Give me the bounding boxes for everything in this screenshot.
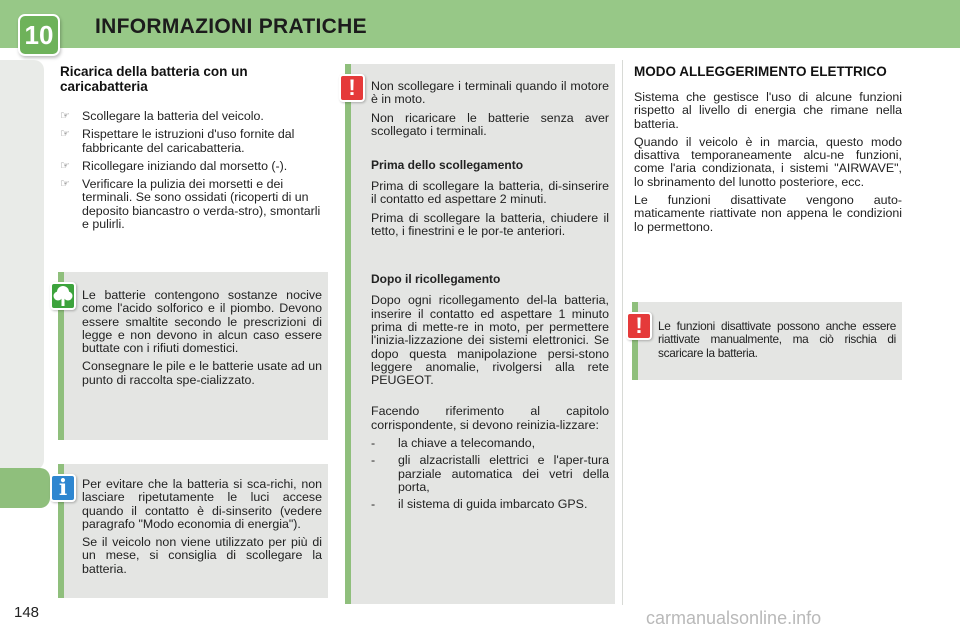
manual-reactivation-warning [632,302,902,380]
warning-text: Prima di scollegare la batteria, chiudere il tetto, i finestrini e le por-te anteriori. [371,210,609,239]
body-paragraph: Le funzioni disattivate vengono auto-maticamente riattivate non appena le condizioni lo permettono. [634,193,902,234]
list-item: - gli alzacristalli elettrici e l'aper-tura parziale automatica dei vetri della porta, [371,453,609,494]
note-paragraph: Se il veicolo non viene utilizzato per più di un mese, si consiglia di scollegare la batteria. [82,535,322,576]
body-paragraph: Quando il veicolo è in marcia, questo modo disattiva temporaneamente alcu-ne funzioni, come l'aria condizionata, i sistemi "AIRWAVE", lo sbrinamento del lunotto posteriore, ecc. [634,134,902,189]
list-item: ☞ Scollegare la batteria del veicolo. [60,109,264,123]
page-number: 148 [14,604,40,621]
list-item: - la chiave a telecomando, [371,436,536,451]
section-heading: Ricarica della batteria con un caricabatteria [60,64,248,94]
list-item: ☞ Rispettare le istruzioni d'uso fornite dal fabbricante del caricabatteria. [60,127,295,155]
chapter-number-badge: 10 [18,14,60,56]
before-heading: Prima dello scollegamento [371,158,524,173]
tree-icon [50,282,76,310]
chapter-side-tab [0,468,50,508]
column-divider [622,60,623,605]
reinit-list [371,437,609,511]
list-item: ☞ Verificare la pulizia dei morsetti e dei terminali. Se sono ossidati (ricoperti di un deposito biancastro o verda-stro), smontarli e pulirli. [60,177,321,232]
info-icon: i [50,474,76,502]
watermark: carmanualsonline.info [646,608,822,628]
warning-text: Facendo riferimento al capitolo corrispondente, si devono reinizia-lizzare: [371,404,609,432]
after-heading: Dopo il ricollegamento [371,272,501,287]
warning-text: Non scollegare i terminali quando il motore è in moto. [371,79,609,107]
section-heading: MODO ALLEGGERIMENTO ELETTRICO [634,64,887,79]
chapter-title: INFORMAZIONI PRATICHE [95,15,367,38]
note-paragraph: Per evitare che la batteria si sca-richi, non lasciare ripetutamente le luci accese quando il contatto è di-sinserito (vedere paragrafo "Modo economia di energia"). [82,477,322,531]
note-paragraph: Le batterie contengono sostanze nocive come l'acido solforico e il piombo. Devono essere smaltite secondo le prescrizioni di legge e non devono in alcun caso essere buttate con i rifiuti domestici. [82,288,322,356]
warning-icon: ! [626,312,652,340]
warning-text: Prima di scollegare la batteria, di-sinserire il contatto ed aspettare 2 minuti. [371,179,609,207]
warning-icon: ! [339,74,365,102]
body-paragraph: Sistema che gestisce l'uso di alcune funzioni rispetto al livello di energia che rimane nella batteria. [634,90,902,131]
pointing-hand-icon: ☞ [60,159,70,172]
environment-note [58,272,328,440]
warning-text: Dopo ogni ricollegamento del-la batteria, inserire il contatto ed aspettare 1 minuto prima di mette-re in moto, per permettere l'inizia-lizzazione dei sistemi elettronici. Se dopo questa manipolazione persi-stono leggere anomalie, rivolgersi alla rete PEUGEOT. [371,293,609,388]
pointing-hand-icon: ☞ [60,178,70,191]
warning-text: Le funzioni disattivate possono anche essere riattivate manualmente, ma ciò rischia di scaricare la batteria. [658,319,896,360]
right-column [634,64,902,239]
left-column [60,64,328,236]
warning-text: Non ricaricare le batterie senza aver scollegato i terminali. [371,110,609,138]
steps-list [60,110,328,231]
info-note [58,464,328,598]
list-item: - il sistema di guida imbarcato GPS. [371,497,588,512]
list-item: ☞ Ricollegare iniziando dal morsetto (-). [60,158,288,173]
note-paragraph: Consegnare le pile e le batterie usate ad un punto di raccolta spe-cializzato. [82,359,322,387]
battery-warning-box [345,64,615,604]
side-rail [0,60,44,470]
pointing-hand-icon: ☞ [60,128,70,141]
pointing-hand-icon: ☞ [60,110,70,122]
